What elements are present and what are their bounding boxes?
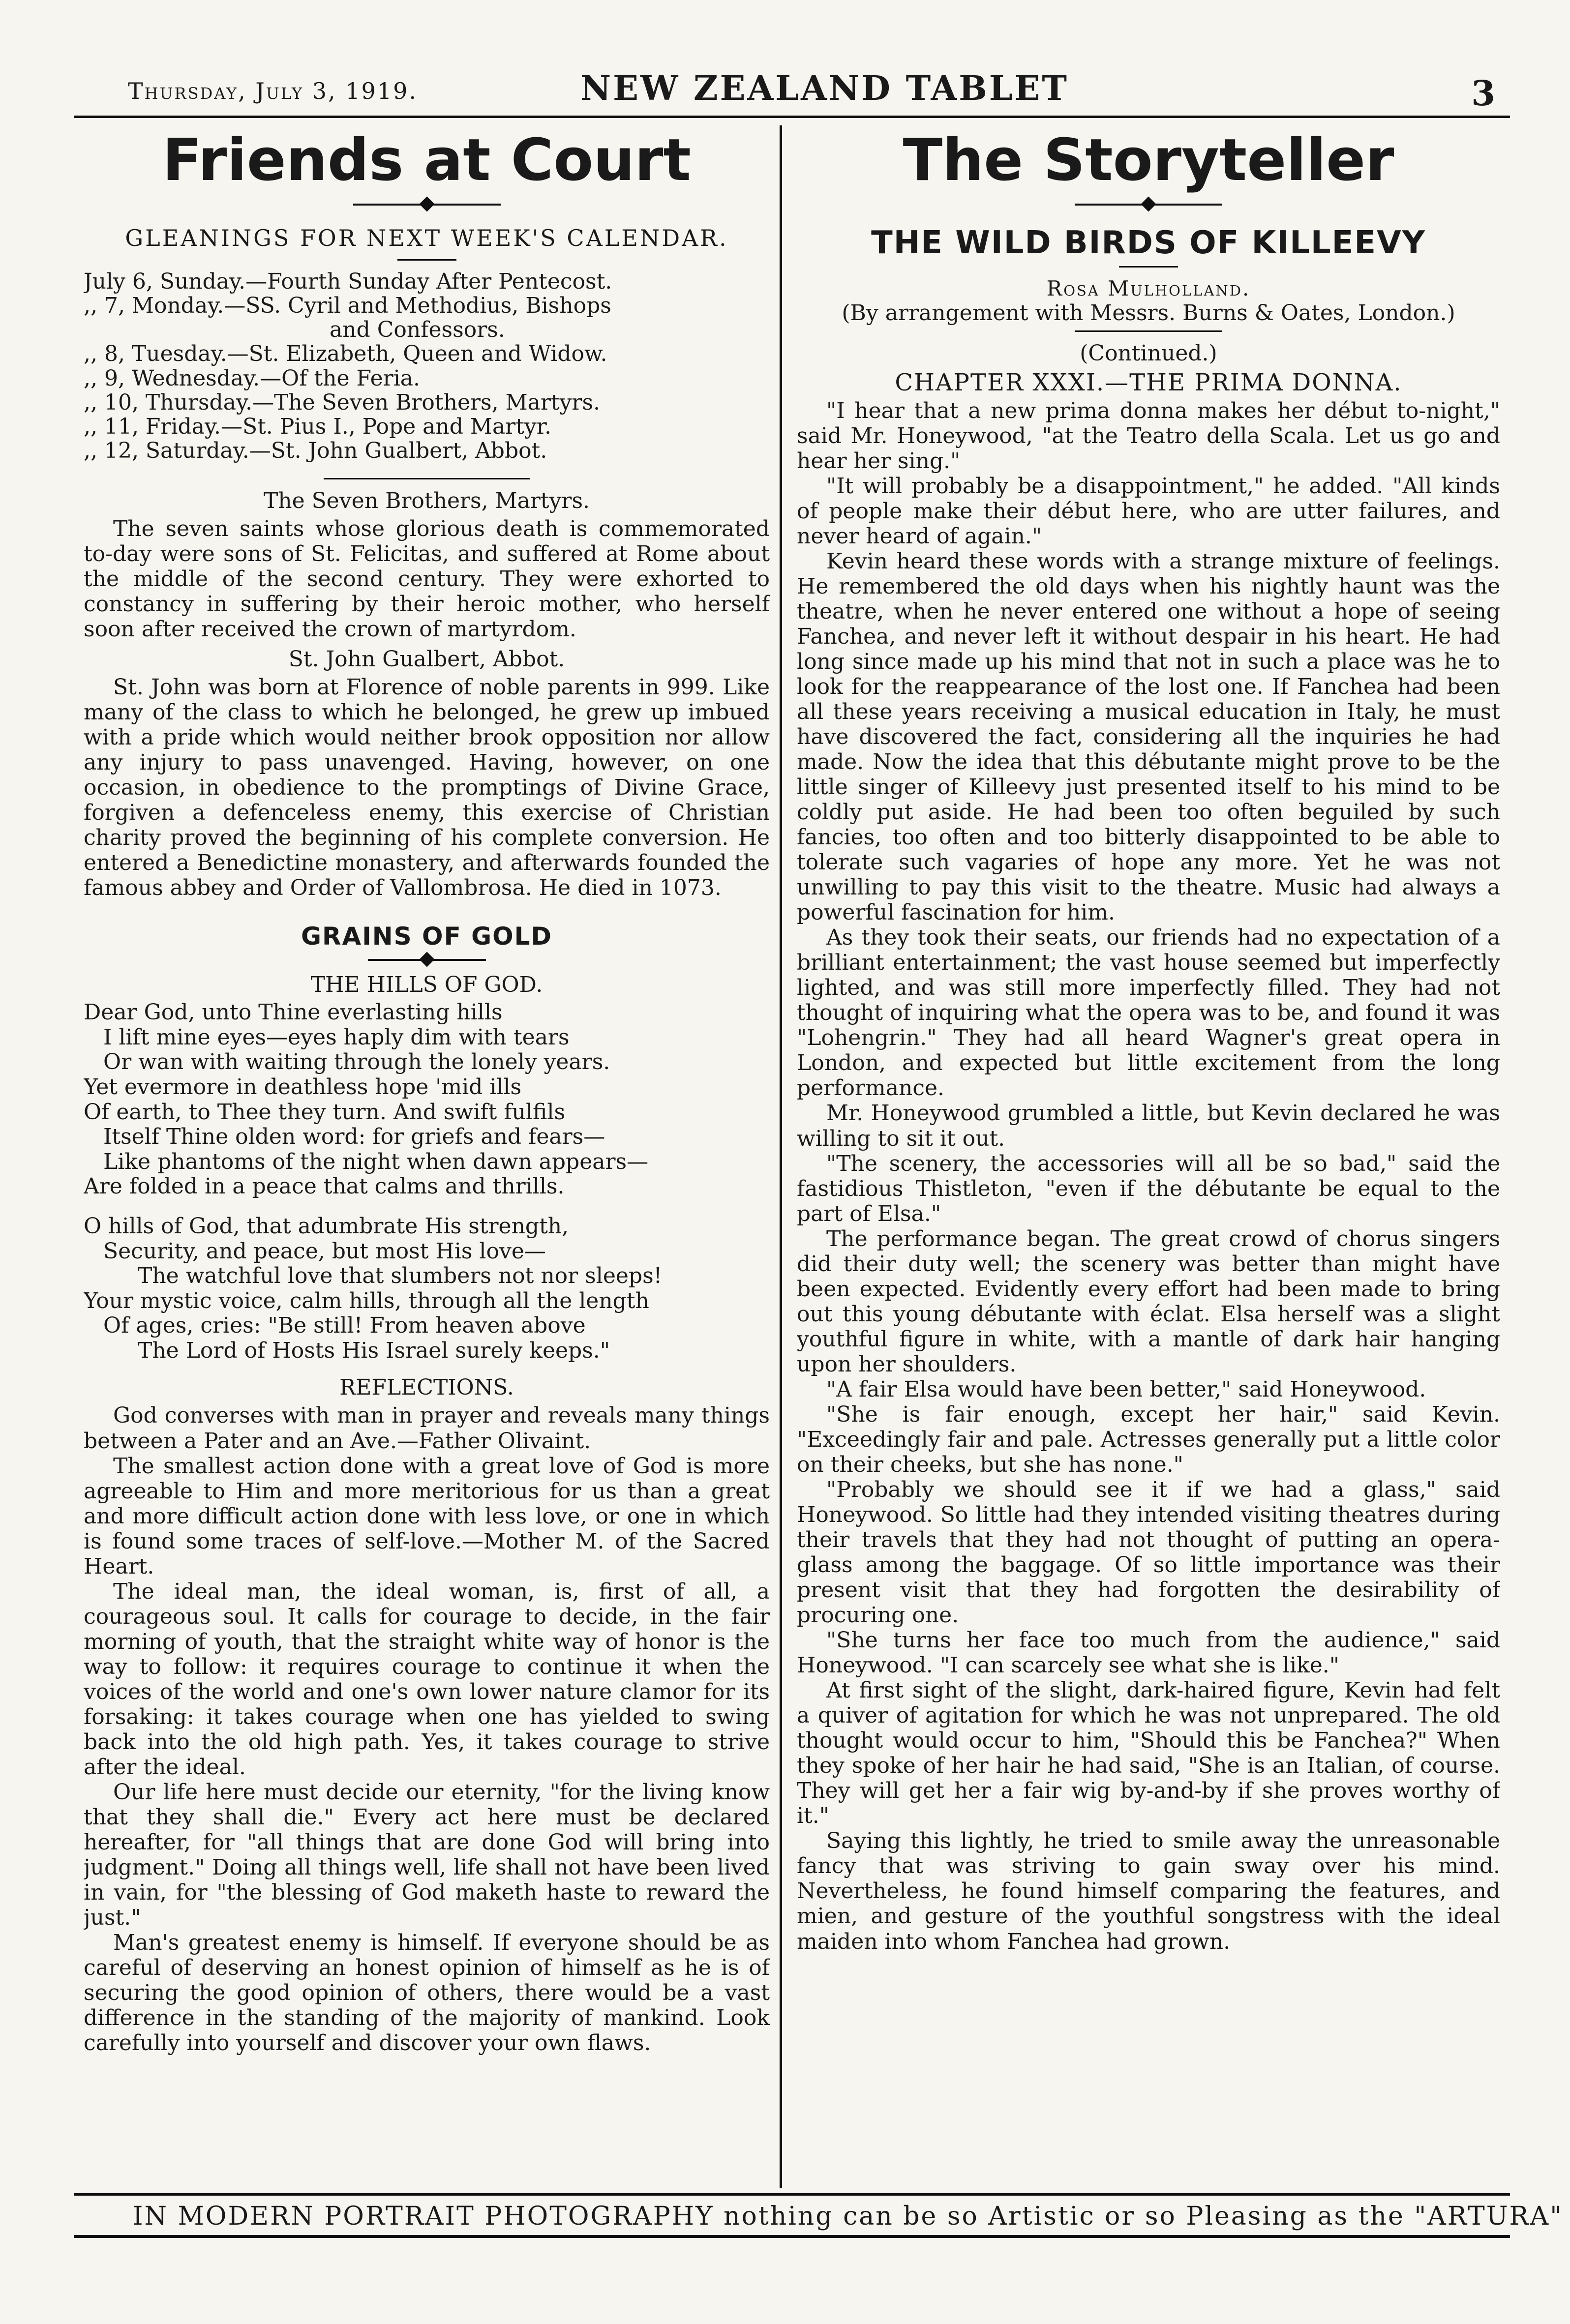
poem-line: Of earth, to Thee they turn. And swift fulfils — [84, 1099, 566, 1125]
calendar-entry: ,, 10, Thursday.—The Seven Brothers, Martyrs. — [84, 389, 601, 415]
reflection-paragraph: The smallest action done with a great love of God is more agreeable to Him and more meritorious for us than a great and more difficult action done with less love, or one in which is found some traces of self-love.—Mother M. of the Sacred Heart. — [84, 1453, 770, 1579]
calendar-entry: ,, 12, Saturday.—St. John Gualbert, Abbot. — [84, 438, 547, 464]
story-title: THE WILD BIRDS OF KILLEEVY — [871, 224, 1426, 261]
poem-line: The Lord of Hosts His Israel surely keeps." — [138, 1338, 610, 1363]
story-paragraph: "She turns her face too much from the audience," said Honeywood. "I can scarcely see what she is like." — [797, 1628, 1500, 1678]
story-author: Rosa Mulholland. — [1046, 276, 1251, 300]
reflection-paragraph: Man's greatest enemy is himself. If everyone should be as careful of deserving an honest opinion of himself as he is of securing the good opinion of others, there would be a vast difference in the standing of the majority of mankind. Look carefully into yourself and discover your own flaws. — [84, 1930, 770, 2056]
newspaper-name: NEW ZEALAND TABLET — [580, 69, 1069, 108]
calendar-entry: ,, 11, Friday.—St. Pius I., Pope and Martyr. — [84, 414, 551, 440]
section-title-storyteller: The Storyteller — [903, 126, 1394, 194]
story-paragraph: "I hear that a new prima donna makes her début to-night," said Mr. Honeywood, "at the Teatro della Scala. Let us go and hear her sing." — [797, 398, 1500, 474]
story-paragraph: At first sight of the slight, dark-haired figure, Kevin had felt a quiver of agitation for which he was not unprepared. The old thought would occur to him, "Should this be Fanchea?" When they spoke of her hair he had said, "She is an Italian, of course. They will get her a fair wig by-and-by if she proves worthy of it." — [797, 1678, 1500, 1829]
advertisement-text: IN MODERN PORTRAIT PHOTOGRAPHY nothing can be so Artistic or so Pleasing as the "ARTURA" — [133, 2202, 1564, 2231]
issue-date: Thursday, July 3, 1919. — [128, 78, 418, 104]
footer-rule — [74, 2235, 1510, 2238]
poem-line: Of ages, cries: "Be still! From heaven above — [103, 1313, 586, 1339]
reflection-paragraph: The ideal man, the ideal woman, is, first of all, a courageous soul. It calls for courage to decide, in the fair morning of youth, that the straight white way of honor is the way to follow: it requires courage to continue it when the voices of the world and one's own lower nature clamor for its forsaking: it takes courage when one has yielded to swing back into the old high path. Yes, it takes courage to strive after the ideal. — [84, 1579, 770, 1780]
poem-line: Security, and peace, but most His love— — [103, 1238, 546, 1264]
story-paragraph: Kevin heard these words with a strange mixture of feelings. He remembered the old days when his nightly haunt was the theatre, when he never entered one without a hope of seeing Fanchea, and never left it without despair in his heart. He had long since made up his mind that not in such a place was he to look for the reappearance of the lost one. If Fanchea had been all these years receiving a musical education in Italy, he must have discovered the fact, considering all the inquiries he had made. Now the idea that this débutante might prove to be the little singer of Killeevy just presented itself to his mind to be coldly put aside. He had been too often beguiled by such fancies, too often and too bitterly disappointed to be able to tolerate such vagaries of hope any more. Yet he was not unwilling to pay this visit to the theatre. Music had always a powerful fascination for him. — [797, 548, 1500, 925]
ornament-divider — [1075, 197, 1222, 212]
poem-line: O hills of God, that adumbrate His strength, — [84, 1213, 569, 1239]
short-rule — [1075, 330, 1222, 332]
feast-heading: The Seven Brothers, Martyrs. — [263, 488, 590, 513]
grains-of-gold-heading: GRAINS OF GOLD — [301, 922, 553, 951]
poem-stanza — [84, 1000, 770, 1199]
calendar-entry: ,, 9, Wednesday.—Of the Feria. — [84, 365, 420, 391]
story-paragraph: "It will probably be a disappointment," he added. "All kinds of people make their début here, who are utter failures, and never heard of again." — [797, 473, 1500, 549]
publisher-note: (By arrangement with Messrs. Burns & Oates, London.) — [842, 300, 1455, 326]
left-column — [84, 125, 770, 2188]
poem-line: The watchful love that slumbers not nor sleeps! — [138, 1263, 663, 1289]
reflection-paragraph: God converses with man in prayer and reveals many things between a Pater and an Ave.—Father Olivaint. — [84, 1403, 770, 1454]
calendar-entry: July 6, Sunday.—Fourth Sunday After Pentecost. — [84, 268, 612, 294]
story-paragraph: Saying this lightly, he tried to smile away the unreasonable fancy that was striving to gain sway over his mind. Nevertheless, he found himself comparing the features, and mien, and gesture of the youthful songstress with the ideal maiden into whom Fanchea had grown. — [797, 1828, 1500, 1954]
short-rule — [324, 478, 530, 479]
calendar-list — [84, 269, 770, 463]
advertisement-footer — [74, 2193, 1564, 2238]
poem-title: THE HILLS OF GOD. — [310, 972, 543, 998]
story-paragraph: Mr. Honeywood grumbled a little, but Kevin declared he was willing to sit it out. — [797, 1101, 1500, 1151]
continued-note: (Continued.) — [1080, 340, 1217, 366]
ornament-divider — [353, 197, 501, 212]
calendar-heading: GLEANINGS FOR NEXT WEEK'S CALENDAR. — [125, 224, 728, 251]
poem-line: Itself Thine olden word: for griefs and fears— — [103, 1124, 605, 1150]
page-number: 3 — [1471, 73, 1495, 114]
feast-heading: St. John Gualbert, Abbot. — [288, 646, 565, 672]
calendar-entry: ,, 7, Monday.—SS. Cyril and Methodius, Bishops — [84, 293, 611, 318]
reflection-paragraph: Our life here must decide our eternity, "for the living know that they shall die." Every act here must be declared hereafter, for "all things that are done God will bring into judgment." Doing all things well, life shall not have been lived in vain, for "the blessing of God maketh haste to reward the just." — [84, 1779, 770, 1931]
ornament-divider — [368, 953, 486, 967]
right-column — [797, 125, 1500, 2188]
poem-line: Dear God, unto Thine everlasting hills — [84, 1000, 503, 1025]
header-rule — [74, 116, 1510, 118]
story-paragraph: As they took their seats, our friends had no expectation of a brilliant entertainment; the vast house seemed but imperfectly lighted, and was still more imperfectly filled. They had not thought of inquiring what the opera was to be, and found it was "Lohengrin." They had all heard Wagner's great opera in London, and expected but little excitement from the long performance. — [797, 925, 1500, 1101]
story-paragraph: "Probably we should see it if we had a glass," said Honeywood. So little had they intended visiting theatres during their travels that they had not thought of putting an opera-glass among the baggage. Of so little importance was their present visit that they had forgotten the desirability of procuring one. — [797, 1477, 1500, 1628]
poem-line: Yet evermore in deathless hope 'mid ills — [84, 1074, 522, 1100]
page-header — [74, 69, 1510, 113]
short-rule — [1119, 266, 1178, 268]
poem-line: Are folded in a peace that calms and thrills. — [84, 1174, 565, 1199]
feast-paragraph: St. John was born at Florence of noble parents in 999. Like many of the class to which he belonged, he grew up imbued with a pride which would neither brook opposition nor allow any injury to pass unavenged. Having, however, on one occasion, in obedience to the promptings of Divine Grace, forgiven a defenceless enemy, this exercise of Christian charity proved the beginning of his complete conversion. He entered a Benedictine monastery, and afterwards founded the famous abbey and Order of Vallombrosa. He died in 1073. — [84, 674, 770, 901]
story-paragraph: "The scenery, the accessories will all be so bad," said the fastidious Thistleton, "even if the débutante be equal to the part of Elsa." — [797, 1151, 1500, 1226]
poem-line: Like phantoms of the night when dawn appears— — [103, 1149, 649, 1174]
poem-line: Your mystic voice, calm hills, through all the length — [84, 1288, 649, 1313]
poem-line: Or wan with waiting through the lonely years. — [103, 1049, 610, 1075]
reflections-heading: REFLECTIONS. — [339, 1375, 514, 1400]
story-paragraph: "She is fair enough, except her hair," said Kevin. "Exceedingly fair and pale. Actresses generally put a little color on their cheeks, but she has none." — [797, 1401, 1500, 1477]
story-paragraph: The performance began. The great crowd of chorus singers did their duty well; the scenery was better than might have been expected. Evidently every effort had been made to bring out this young débutante with éclat. Elsa herself was a slight youthful figure in white, with a mantle of dark hair hanging upon her shoulders. — [797, 1226, 1500, 1377]
poem-stanza — [84, 1214, 770, 1364]
section-title-friends-at-court: Friends at Court — [162, 126, 691, 194]
chapter-heading: CHAPTER XXXI.—THE PRIMA DONNA. — [895, 368, 1402, 396]
column-divider — [780, 125, 782, 2188]
story-paragraph: "A fair Elsa would have been better," said Honeywood. — [826, 1376, 1426, 1402]
calendar-entry: ,, 8, Tuesday.—St. Elizabeth, Queen and Widow. — [84, 341, 607, 367]
calendar-entry: and Confessors. — [330, 317, 505, 343]
short-rule — [397, 259, 456, 261]
poem-line: I lift mine eyes—eyes haply dim with tears — [103, 1024, 570, 1050]
feast-paragraph: The seven saints whose glorious death is commemorated to-day were sons of St. Felicitas, and suffered at Rome about the middle of the second century. They were exhorted to constancy in suffering by their heroic mother, who herself soon after received the crown of martyrdom. — [84, 516, 770, 642]
